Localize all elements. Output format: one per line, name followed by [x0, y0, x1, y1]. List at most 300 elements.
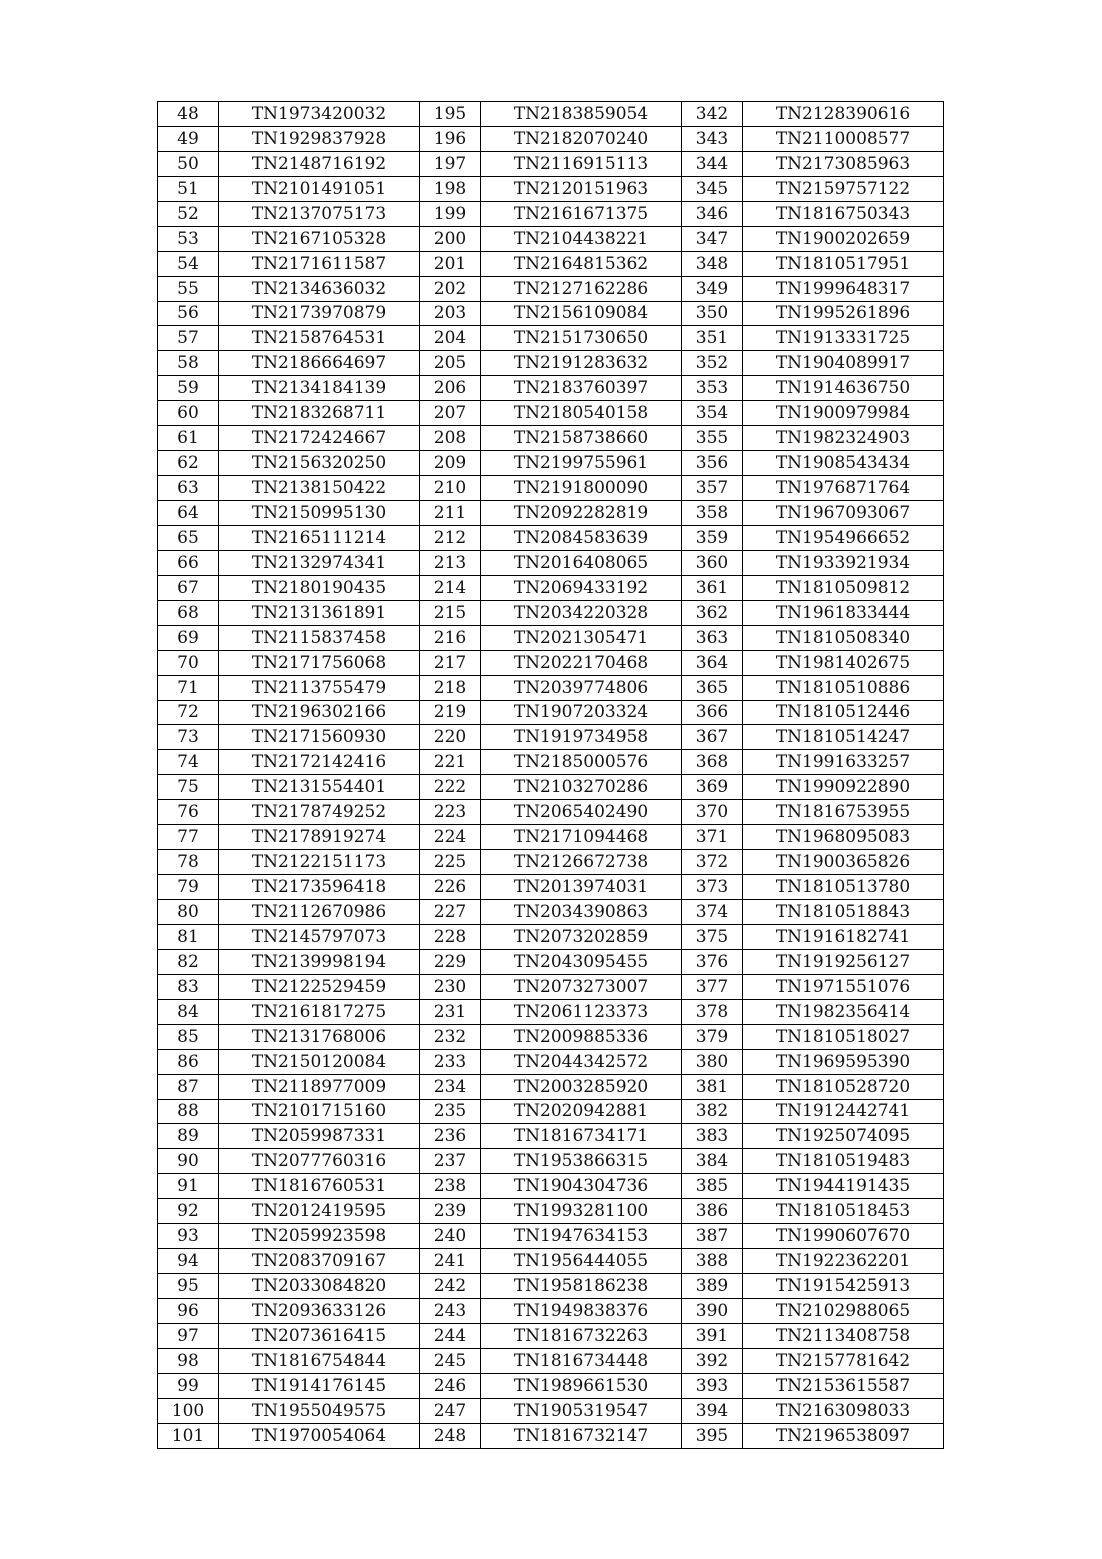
code-cell: TN2157781642 — [743, 1348, 944, 1373]
table-row — [158, 126, 944, 151]
serial-number-cell: 239 — [420, 1199, 481, 1224]
serial-number-cell: 373 — [682, 875, 743, 900]
code-cell: TN1995261896 — [743, 301, 944, 326]
code-cell: TN1816750343 — [743, 201, 944, 226]
serial-number-cell: 101 — [158, 1423, 219, 1448]
code-cell: TN2113408758 — [743, 1323, 944, 1348]
code-cell: TN2073273007 — [481, 974, 682, 999]
serial-number-cell: 50 — [158, 151, 219, 176]
code-cell: TN1900365826 — [743, 850, 944, 875]
code-cell: TN2127162286 — [481, 276, 682, 301]
serial-number-cell: 87 — [158, 1074, 219, 1099]
code-cell: TN2059987331 — [219, 1124, 420, 1149]
code-cell: TN2150120084 — [219, 1049, 420, 1074]
serial-number-cell: 79 — [158, 875, 219, 900]
code-cell: TN1971551076 — [743, 974, 944, 999]
table-row — [158, 1249, 944, 1274]
serial-number-cell: 69 — [158, 625, 219, 650]
code-cell: TN2122529459 — [219, 974, 420, 999]
serial-number-cell: 74 — [158, 750, 219, 775]
table-row — [158, 426, 944, 451]
serial-number-cell: 233 — [420, 1049, 481, 1074]
serial-number-cell: 378 — [682, 999, 743, 1024]
table-row — [158, 1423, 944, 1448]
serial-number-cell: 247 — [420, 1398, 481, 1423]
serial-number-cell: 383 — [682, 1124, 743, 1149]
code-cell: TN1919256127 — [743, 949, 944, 974]
table-row — [158, 226, 944, 251]
serial-number-cell: 367 — [682, 725, 743, 750]
code-cell: TN2131768006 — [219, 1024, 420, 1049]
serial-number-cell: 246 — [420, 1373, 481, 1398]
serial-number-cell: 241 — [420, 1249, 481, 1274]
serial-number-cell: 242 — [420, 1274, 481, 1299]
code-cell: TN1810512446 — [743, 700, 944, 725]
table-row — [158, 625, 944, 650]
table-row — [158, 376, 944, 401]
code-cell: TN2156320250 — [219, 451, 420, 476]
code-cell: TN2178919274 — [219, 825, 420, 850]
code-cell: TN2158764531 — [219, 326, 420, 351]
serial-number-cell: 49 — [158, 126, 219, 151]
code-cell: TN2131554401 — [219, 775, 420, 800]
code-cell: TN2073202859 — [481, 924, 682, 949]
serial-number-cell: 215 — [420, 600, 481, 625]
serial-number-cell: 60 — [158, 401, 219, 426]
code-cell: TN1810514247 — [743, 725, 944, 750]
serial-number-cell: 200 — [420, 226, 481, 251]
serial-number-cell: 363 — [682, 625, 743, 650]
serial-number-cell: 81 — [158, 924, 219, 949]
code-cell: TN1916182741 — [743, 924, 944, 949]
serial-number-cell: 55 — [158, 276, 219, 301]
serial-number-cell: 52 — [158, 201, 219, 226]
table-row — [158, 301, 944, 326]
serial-number-cell: 91 — [158, 1174, 219, 1199]
serial-number-cell: 85 — [158, 1024, 219, 1049]
code-cell: TN1919734958 — [481, 725, 682, 750]
table-row — [158, 401, 944, 426]
table-row — [158, 276, 944, 301]
serial-number-cell: 205 — [420, 351, 481, 376]
serial-number-cell: 62 — [158, 451, 219, 476]
serial-number-cell: 346 — [682, 201, 743, 226]
serial-number-cell: 86 — [158, 1049, 219, 1074]
serial-number-cell: 347 — [682, 226, 743, 251]
serial-number-cell: 355 — [682, 426, 743, 451]
code-cell: TN2044342572 — [481, 1049, 682, 1074]
code-cell: TN1982356414 — [743, 999, 944, 1024]
data-table — [157, 101, 944, 1449]
serial-number-cell: 206 — [420, 376, 481, 401]
code-cell: TN1810508340 — [743, 625, 944, 650]
serial-number-cell: 351 — [682, 326, 743, 351]
serial-number-cell: 371 — [682, 825, 743, 850]
serial-number-cell: 219 — [420, 700, 481, 725]
code-cell: TN1810518453 — [743, 1199, 944, 1224]
code-cell: TN2191283632 — [481, 351, 682, 376]
serial-number-cell: 94 — [158, 1249, 219, 1274]
code-cell: TN1956444055 — [481, 1249, 682, 1274]
table-row — [158, 201, 944, 226]
table-row — [158, 1398, 944, 1423]
code-cell: TN1999648317 — [743, 276, 944, 301]
code-cell: TN2059923598 — [219, 1224, 420, 1249]
code-cell: TN2112670986 — [219, 900, 420, 925]
serial-number-cell: 58 — [158, 351, 219, 376]
serial-number-cell: 48 — [158, 102, 219, 127]
serial-number-cell: 226 — [420, 875, 481, 900]
code-cell: TN2156109084 — [481, 301, 682, 326]
serial-number-cell: 227 — [420, 900, 481, 925]
code-cell: TN2171094468 — [481, 825, 682, 850]
code-cell: TN2104438221 — [481, 226, 682, 251]
code-cell: TN1958186238 — [481, 1274, 682, 1299]
serial-number-cell: 379 — [682, 1024, 743, 1049]
serial-number-cell: 217 — [420, 650, 481, 675]
serial-number-cell: 390 — [682, 1299, 743, 1324]
serial-number-cell: 53 — [158, 226, 219, 251]
serial-number-cell: 342 — [682, 102, 743, 127]
code-cell: TN2073616415 — [219, 1323, 420, 1348]
code-cell: TN1816760531 — [219, 1174, 420, 1199]
code-cell: TN2022170468 — [481, 650, 682, 675]
code-cell: TN1993281100 — [481, 1199, 682, 1224]
code-cell: TN1810518843 — [743, 900, 944, 925]
code-cell: TN1816753955 — [743, 800, 944, 825]
code-cell: TN1961833444 — [743, 600, 944, 625]
code-cell: TN1967093067 — [743, 501, 944, 526]
serial-number-cell: 359 — [682, 525, 743, 550]
serial-number-cell: 64 — [158, 501, 219, 526]
serial-number-cell: 352 — [682, 351, 743, 376]
table-row — [158, 550, 944, 575]
code-cell: TN1900202659 — [743, 226, 944, 251]
serial-number-cell: 83 — [158, 974, 219, 999]
code-cell: TN2171756068 — [219, 650, 420, 675]
serial-number-cell: 232 — [420, 1024, 481, 1049]
table-row — [158, 176, 944, 201]
code-cell: TN2139998194 — [219, 949, 420, 974]
serial-number-cell: 199 — [420, 201, 481, 226]
serial-number-cell: 54 — [158, 251, 219, 276]
serial-number-cell: 208 — [420, 426, 481, 451]
code-cell: TN1904304736 — [481, 1174, 682, 1199]
serial-number-cell: 372 — [682, 850, 743, 875]
code-cell: TN2016408065 — [481, 550, 682, 575]
code-cell: TN1990607670 — [743, 1224, 944, 1249]
serial-number-cell: 222 — [420, 775, 481, 800]
code-cell: TN2102988065 — [743, 1299, 944, 1324]
serial-number-cell: 369 — [682, 775, 743, 800]
code-cell: TN1990922890 — [743, 775, 944, 800]
serial-number-cell: 63 — [158, 476, 219, 501]
serial-number-cell: 216 — [420, 625, 481, 650]
table-row — [158, 326, 944, 351]
serial-number-cell: 100 — [158, 1398, 219, 1423]
serial-number-cell: 392 — [682, 1348, 743, 1373]
code-cell: TN2165111214 — [219, 525, 420, 550]
code-cell: TN1810528720 — [743, 1074, 944, 1099]
table-row — [158, 675, 944, 700]
code-cell: TN2171560930 — [219, 725, 420, 750]
code-cell: TN2159757122 — [743, 176, 944, 201]
table-row — [158, 974, 944, 999]
code-cell: TN2122151173 — [219, 850, 420, 875]
table-row — [158, 650, 944, 675]
serial-number-cell: 65 — [158, 525, 219, 550]
serial-number-cell: 75 — [158, 775, 219, 800]
code-cell: TN2113755479 — [219, 675, 420, 700]
serial-number-cell: 387 — [682, 1224, 743, 1249]
serial-number-cell: 66 — [158, 550, 219, 575]
serial-number-cell: 82 — [158, 949, 219, 974]
serial-number-cell: 350 — [682, 301, 743, 326]
code-cell: TN1929837928 — [219, 126, 420, 151]
serial-number-cell: 220 — [420, 725, 481, 750]
code-cell: TN2069433192 — [481, 575, 682, 600]
serial-number-cell: 382 — [682, 1099, 743, 1124]
code-cell: TN2199755961 — [481, 451, 682, 476]
code-cell: TN2101715160 — [219, 1099, 420, 1124]
serial-number-cell: 389 — [682, 1274, 743, 1299]
code-cell: TN1913331725 — [743, 326, 944, 351]
table-row — [158, 251, 944, 276]
serial-number-cell: 207 — [420, 401, 481, 426]
serial-number-cell: 361 — [682, 575, 743, 600]
serial-number-cell: 223 — [420, 800, 481, 825]
serial-number-cell: 89 — [158, 1124, 219, 1149]
table-row — [158, 351, 944, 376]
code-cell: TN1976871764 — [743, 476, 944, 501]
serial-number-cell: 245 — [420, 1348, 481, 1373]
table-row — [158, 900, 944, 925]
code-cell: TN2065402490 — [481, 800, 682, 825]
code-cell: TN1816732147 — [481, 1423, 682, 1448]
code-cell: TN2173970879 — [219, 301, 420, 326]
code-cell: TN2084583639 — [481, 525, 682, 550]
code-cell: TN1912442741 — [743, 1099, 944, 1124]
serial-number-cell: 240 — [420, 1224, 481, 1249]
serial-number-cell: 209 — [420, 451, 481, 476]
serial-number-cell: 88 — [158, 1099, 219, 1124]
serial-number-cell: 93 — [158, 1224, 219, 1249]
serial-number-cell: 368 — [682, 750, 743, 775]
code-cell: TN2150995130 — [219, 501, 420, 526]
serial-number-cell: 345 — [682, 176, 743, 201]
code-cell: TN2126672738 — [481, 850, 682, 875]
serial-number-cell: 358 — [682, 501, 743, 526]
serial-number-cell: 385 — [682, 1174, 743, 1199]
serial-number-cell: 374 — [682, 900, 743, 925]
code-cell: TN1908543434 — [743, 451, 944, 476]
code-cell: TN1810509812 — [743, 575, 944, 600]
table-row — [158, 1199, 944, 1224]
serial-number-cell: 51 — [158, 176, 219, 201]
serial-number-cell: 391 — [682, 1323, 743, 1348]
code-cell: TN1900979984 — [743, 401, 944, 426]
serial-number-cell: 344 — [682, 151, 743, 176]
code-cell: TN1816754844 — [219, 1348, 420, 1373]
serial-number-cell: 366 — [682, 700, 743, 725]
code-cell: TN2173085963 — [743, 151, 944, 176]
table-row — [158, 1274, 944, 1299]
code-cell: TN2134184139 — [219, 376, 420, 401]
serial-number-cell: 56 — [158, 301, 219, 326]
code-cell: TN1816732263 — [481, 1323, 682, 1348]
serial-number-cell: 68 — [158, 600, 219, 625]
serial-number-cell: 92 — [158, 1199, 219, 1224]
table-row — [158, 151, 944, 176]
code-cell: TN2110008577 — [743, 126, 944, 151]
serial-number-cell: 72 — [158, 700, 219, 725]
table-row — [158, 525, 944, 550]
serial-number-cell: 195 — [420, 102, 481, 127]
serial-number-cell: 221 — [420, 750, 481, 775]
serial-number-cell: 201 — [420, 251, 481, 276]
code-cell: TN2145797073 — [219, 924, 420, 949]
table-body — [158, 102, 944, 1449]
code-cell: TN2116915113 — [481, 151, 682, 176]
table-row — [158, 451, 944, 476]
code-cell: TN2151730650 — [481, 326, 682, 351]
code-cell: TN1810513780 — [743, 875, 944, 900]
serial-number-cell: 364 — [682, 650, 743, 675]
table-row — [158, 102, 944, 127]
code-cell: TN2191800090 — [481, 476, 682, 501]
code-cell: TN1915425913 — [743, 1274, 944, 1299]
serial-number-cell: 381 — [682, 1074, 743, 1099]
code-cell: TN2101491051 — [219, 176, 420, 201]
code-cell: TN1922362201 — [743, 1249, 944, 1274]
code-cell: TN1970054064 — [219, 1423, 420, 1448]
serial-number-cell: 384 — [682, 1149, 743, 1174]
code-cell: TN1982324903 — [743, 426, 944, 451]
code-cell: TN1989661530 — [481, 1373, 682, 1398]
table-row — [158, 1049, 944, 1074]
table-row — [158, 825, 944, 850]
serial-number-cell: 211 — [420, 501, 481, 526]
serial-number-cell: 99 — [158, 1373, 219, 1398]
code-cell: TN2128390616 — [743, 102, 944, 127]
code-cell: TN1907203324 — [481, 700, 682, 725]
table-row — [158, 1024, 944, 1049]
serial-number-cell: 380 — [682, 1049, 743, 1074]
serial-number-cell: 204 — [420, 326, 481, 351]
code-cell: TN1905319547 — [481, 1398, 682, 1423]
serial-number-cell: 370 — [682, 800, 743, 825]
code-cell: TN2033084820 — [219, 1274, 420, 1299]
table-row — [158, 1348, 944, 1373]
code-cell: TN2003285920 — [481, 1074, 682, 1099]
code-cell: TN2196302166 — [219, 700, 420, 725]
serial-number-cell: 203 — [420, 301, 481, 326]
serial-number-cell: 375 — [682, 924, 743, 949]
serial-number-cell: 365 — [682, 675, 743, 700]
serial-number-cell: 243 — [420, 1299, 481, 1324]
serial-number-cell: 231 — [420, 999, 481, 1024]
code-cell: TN2182070240 — [481, 126, 682, 151]
serial-number-cell: 394 — [682, 1398, 743, 1423]
code-cell: TN2180190435 — [219, 575, 420, 600]
code-cell: TN2013974031 — [481, 875, 682, 900]
serial-number-cell: 57 — [158, 326, 219, 351]
serial-number-cell: 228 — [420, 924, 481, 949]
code-cell: TN2172424667 — [219, 426, 420, 451]
code-cell: TN2153615587 — [743, 1373, 944, 1398]
table-row — [158, 1149, 944, 1174]
code-cell: TN2115837458 — [219, 625, 420, 650]
code-cell: TN1933921934 — [743, 550, 944, 575]
table-row — [158, 1373, 944, 1398]
table-row — [158, 924, 944, 949]
serial-number-cell: 96 — [158, 1299, 219, 1324]
serial-number-cell: 353 — [682, 376, 743, 401]
serial-number-cell: 218 — [420, 675, 481, 700]
serial-number-cell: 61 — [158, 426, 219, 451]
serial-number-cell: 376 — [682, 949, 743, 974]
serial-number-cell: 76 — [158, 800, 219, 825]
code-cell: TN2009885336 — [481, 1024, 682, 1049]
serial-number-cell: 386 — [682, 1199, 743, 1224]
table-row — [158, 999, 944, 1024]
code-cell: TN2012419595 — [219, 1199, 420, 1224]
code-cell: TN1914176145 — [219, 1373, 420, 1398]
table-row — [158, 1323, 944, 1348]
serial-number-cell: 95 — [158, 1274, 219, 1299]
code-cell: TN2039774806 — [481, 675, 682, 700]
serial-number-cell: 230 — [420, 974, 481, 999]
code-cell: TN2183760397 — [481, 376, 682, 401]
code-cell: TN2120151963 — [481, 176, 682, 201]
code-cell: TN1810510886 — [743, 675, 944, 700]
serial-number-cell: 357 — [682, 476, 743, 501]
serial-number-cell: 377 — [682, 974, 743, 999]
table-row — [158, 600, 944, 625]
code-cell: TN2034220328 — [481, 600, 682, 625]
serial-number-cell: 202 — [420, 276, 481, 301]
serial-number-cell: 354 — [682, 401, 743, 426]
serial-number-cell: 71 — [158, 675, 219, 700]
code-cell: TN1968095083 — [743, 825, 944, 850]
code-cell: TN2083709167 — [219, 1249, 420, 1274]
code-cell: TN2043095455 — [481, 949, 682, 974]
code-cell: TN1947634153 — [481, 1224, 682, 1249]
table-row — [158, 750, 944, 775]
code-cell: TN2134636032 — [219, 276, 420, 301]
serial-number-cell: 214 — [420, 575, 481, 600]
code-cell: TN2021305471 — [481, 625, 682, 650]
code-cell: TN2167105328 — [219, 226, 420, 251]
code-cell: TN1944191435 — [743, 1174, 944, 1199]
code-cell: TN1953866315 — [481, 1149, 682, 1174]
table-row — [158, 850, 944, 875]
code-cell: TN2103270286 — [481, 775, 682, 800]
code-cell: TN1925074095 — [743, 1124, 944, 1149]
code-cell: TN1973420032 — [219, 102, 420, 127]
code-cell: TN2172142416 — [219, 750, 420, 775]
table-row — [158, 775, 944, 800]
code-cell: TN2138150422 — [219, 476, 420, 501]
code-cell: TN1969595390 — [743, 1049, 944, 1074]
serial-number-cell: 198 — [420, 176, 481, 201]
serial-number-cell: 395 — [682, 1423, 743, 1448]
code-cell: TN1914636750 — [743, 376, 944, 401]
code-cell: TN2158738660 — [481, 426, 682, 451]
serial-number-cell: 212 — [420, 525, 481, 550]
code-cell: TN1991633257 — [743, 750, 944, 775]
table-row — [158, 800, 944, 825]
